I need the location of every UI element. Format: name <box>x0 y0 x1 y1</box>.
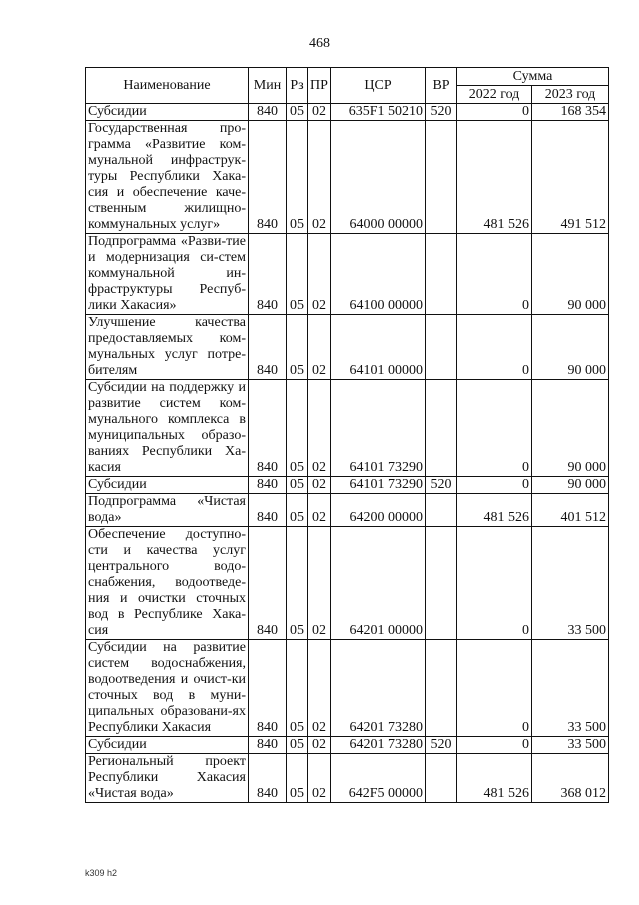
header-name: Наименование <box>86 68 249 104</box>
cell-csr: 64201 73280 <box>331 737 426 754</box>
cell-sum-2023: 33 500 <box>532 527 609 640</box>
header-year-2023: 2023 год <box>532 86 609 104</box>
table-row <box>86 754 609 803</box>
cell-csr: 635F1 50210 <box>331 104 426 121</box>
cell-vr: 520 <box>426 737 457 754</box>
cell-sum-2023: 90 000 <box>532 477 609 494</box>
cell-sum-2023: 90 000 <box>532 234 609 315</box>
cell-sum-2022: 0 <box>457 477 532 494</box>
cell-vr: 520 <box>426 104 457 121</box>
cell-csr: 64101 00000 <box>331 315 426 380</box>
header-rz: Рз <box>287 68 308 104</box>
cell-csr: 64100 00000 <box>331 234 426 315</box>
header-min: Мин <box>249 68 287 104</box>
cell-pr: 02 <box>308 121 331 234</box>
footer-code: k309 h2 <box>85 868 118 878</box>
cell-name: Субсидии <box>86 477 249 494</box>
cell-min: 840 <box>249 737 287 754</box>
cell-pr: 02 <box>308 640 331 737</box>
table-header <box>86 68 609 104</box>
cell-pr: 02 <box>308 527 331 640</box>
cell-pr: 02 <box>308 315 331 380</box>
table-row <box>86 494 609 527</box>
table-row <box>86 640 609 737</box>
cell-pr: 02 <box>308 104 331 121</box>
cell-name: Субсидии <box>86 737 249 754</box>
cell-pr: 02 <box>308 737 331 754</box>
cell-sum-2023: 491 512 <box>532 121 609 234</box>
cell-name: Государственная про-грамма «Развитие ком-мунальной инфраструк-туры Республики Хака-сия и обеспечение каче-ственным жилищно-коммунальных услуг» <box>86 121 249 234</box>
cell-csr: 64101 73290 <box>331 380 426 477</box>
cell-name: Подпрограмма «Чистая вода» <box>86 494 249 527</box>
cell-vr <box>426 494 457 527</box>
cell-pr: 02 <box>308 380 331 477</box>
cell-sum-2022: 0 <box>457 527 532 640</box>
cell-rz: 05 <box>287 234 308 315</box>
cell-vr <box>426 754 457 803</box>
cell-sum-2023: 401 512 <box>532 494 609 527</box>
cell-csr: 64201 00000 <box>331 527 426 640</box>
table-row <box>86 380 609 477</box>
cell-name: Субсидии <box>86 104 249 121</box>
cell-sum-2022: 0 <box>457 380 532 477</box>
header-pr: ПР <box>308 68 331 104</box>
table-row <box>86 477 609 494</box>
cell-csr: 64000 00000 <box>331 121 426 234</box>
cell-rz: 05 <box>287 754 308 803</box>
cell-sum-2023: 90 000 <box>532 380 609 477</box>
header-vr: ВР <box>426 68 457 104</box>
header-year-2022: 2022 год <box>457 86 532 104</box>
cell-sum-2022: 481 526 <box>457 494 532 527</box>
cell-rz: 05 <box>287 121 308 234</box>
cell-csr: 642F5 00000 <box>331 754 426 803</box>
header-sum: Сумма <box>457 68 609 86</box>
cell-vr <box>426 640 457 737</box>
table-row <box>86 121 609 234</box>
cell-min: 840 <box>249 640 287 737</box>
cell-sum-2022: 0 <box>457 234 532 315</box>
cell-rz: 05 <box>287 315 308 380</box>
cell-pr: 02 <box>308 234 331 315</box>
cell-rz: 05 <box>287 104 308 121</box>
cell-min: 840 <box>249 527 287 640</box>
cell-rz: 05 <box>287 737 308 754</box>
cell-rz: 05 <box>287 527 308 640</box>
cell-min: 840 <box>249 121 287 234</box>
cell-csr: 64200 00000 <box>331 494 426 527</box>
cell-sum-2022: 0 <box>457 640 532 737</box>
table-row <box>86 234 609 315</box>
table-row <box>86 737 609 754</box>
cell-vr: 520 <box>426 477 457 494</box>
cell-vr <box>426 315 457 380</box>
table-row <box>86 104 609 121</box>
cell-vr <box>426 380 457 477</box>
cell-sum-2023: 33 500 <box>532 737 609 754</box>
cell-min: 840 <box>249 477 287 494</box>
table-row <box>86 315 609 380</box>
cell-name: Региональный проект Республики Хакасия «Чистая вода» <box>86 754 249 803</box>
cell-sum-2022: 0 <box>457 104 532 121</box>
page-number: 468 <box>309 36 330 51</box>
cell-sum-2022: 0 <box>457 737 532 754</box>
cell-sum-2023: 33 500 <box>532 640 609 737</box>
budget-table <box>85 67 609 803</box>
table-body <box>86 104 609 803</box>
cell-sum-2022: 481 526 <box>457 121 532 234</box>
cell-min: 840 <box>249 754 287 803</box>
cell-rz: 05 <box>287 494 308 527</box>
cell-name: Субсидии на поддержку и развитие систем ком-мунального комплекса в муниципальных образо-ваниях Республики Ха-касия <box>86 380 249 477</box>
cell-min: 840 <box>249 380 287 477</box>
cell-min: 840 <box>249 104 287 121</box>
cell-min: 840 <box>249 494 287 527</box>
cell-sum-2023: 368 012 <box>532 754 609 803</box>
cell-name: Подпрограмма «Разви-тие и модернизация си-стем коммунальной ин-фраструктуры Респуб-лики Хакасия» <box>86 234 249 315</box>
cell-csr: 64101 73290 <box>331 477 426 494</box>
cell-rz: 05 <box>287 477 308 494</box>
cell-vr <box>426 121 457 234</box>
cell-sum-2023: 90 000 <box>532 315 609 380</box>
cell-name: Субсидии на развитие систем водоснабжения, водоотведения и очист-ки сточных вод в муни-ципальных образовани-ях Республики Хакасия <box>86 640 249 737</box>
table-row <box>86 527 609 640</box>
cell-name: Обеспечение доступно-сти и качества услуг центрального водо-снабжения, водоотведе-ния и очистки сточных вод в Республике Хака-сия <box>86 527 249 640</box>
cell-pr: 02 <box>308 494 331 527</box>
cell-sum-2022: 0 <box>457 315 532 380</box>
header-csr: ЦСР <box>331 68 426 104</box>
cell-min: 840 <box>249 234 287 315</box>
cell-csr: 64201 73280 <box>331 640 426 737</box>
cell-vr <box>426 234 457 315</box>
cell-sum-2022: 481 526 <box>457 754 532 803</box>
cell-vr <box>426 527 457 640</box>
cell-rz: 05 <box>287 380 308 477</box>
cell-rz: 05 <box>287 640 308 737</box>
cell-name: Улучшение качества предоставляемых ком-мунальных услуг потре-бителям <box>86 315 249 380</box>
cell-pr: 02 <box>308 754 331 803</box>
cell-pr: 02 <box>308 477 331 494</box>
cell-min: 840 <box>249 315 287 380</box>
cell-sum-2023: 168 354 <box>532 104 609 121</box>
